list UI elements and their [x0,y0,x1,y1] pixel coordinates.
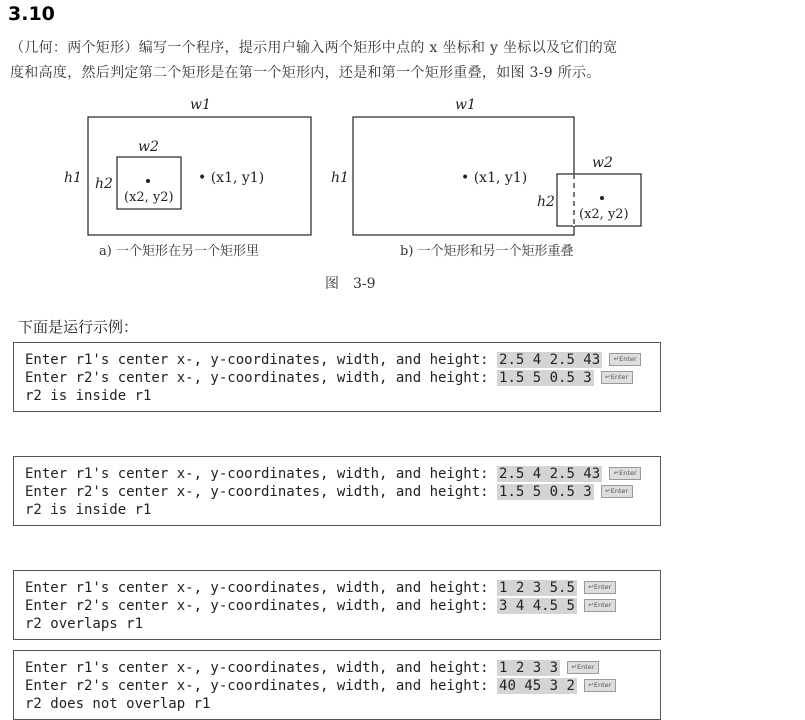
console-prompt: Enter r1's center x-, y-coordinates, width, and height: [25,580,498,596]
label-h2: h2 [537,194,555,210]
center-point-r2 [146,179,150,183]
label-h1: h1 [331,170,349,186]
subcaption-b: b) 一个矩形和另一个矩形重叠 [400,244,574,259]
problem-line-2: 度和高度，然后判定第二个矩形是在第一个矩形内，还是和第一个矩形重叠，如图 3-9 所示。 [10,65,601,81]
console-user-input: 1 2 3 3 [499,660,559,676]
label-w2: w2 [138,139,159,155]
console-prompt: Enter r1's center x-, y-coordinates, width, and height: [25,466,498,482]
enter-key-icon: ↵Enter [601,485,633,498]
console-prompt: r2 does not overlap r1 [25,696,211,712]
console-prompt: Enter r2's center x-, y-coordinates, width, and height: [25,370,498,386]
console-prompt: Enter r2's center x-, y-coordinates, width, and height: [25,678,498,694]
console-user-input: 1.5 5 0.5 3 [499,484,592,500]
subcaption-a: a) 一个矩形在另一个矩形里 [99,244,259,259]
exercise-number: 3.10 [8,3,55,25]
sample-run-console [13,342,661,412]
console-prompt: Enter r2's center x-, y-coordinates, width, and height: [25,484,498,500]
enter-key-icon: ↵Enter [609,467,641,480]
label-center-r2: (x2, y2) [579,207,629,222]
console-user-input: 1 2 3 5.5 [499,580,575,596]
console-prompt: r2 is inside r1 [25,388,152,404]
diagram-overlap [331,97,641,235]
console-line [25,369,660,387]
console-line [25,615,660,633]
label-center-r1: • (x1, y1) [198,170,265,186]
console-prompt: Enter r2's center x-, y-coordinates, width, and height: [25,598,498,614]
console-user-input: 1.5 5 0.5 3 [499,370,592,386]
console-line [25,501,660,519]
enter-key-icon: ↵Enter [567,661,599,674]
console-user-input: 40 45 3 2 [499,678,575,694]
console-line [25,659,660,677]
console-line [25,483,660,501]
enter-key-icon: ↵Enter [584,581,616,594]
console-user-input: 2.5 4 2.5 43 [499,352,601,368]
label-h2: h2 [95,176,113,192]
enter-key-icon: ↵Enter [584,679,616,692]
label-w1: w1 [455,97,476,113]
label-w1: w1 [190,97,211,113]
console-user-input: 2.5 4 2.5 43 [499,466,601,482]
enter-key-icon: ↵Enter [609,353,641,366]
enter-key-icon: ↵Enter [601,371,633,384]
console-line [25,597,660,615]
console-prompt: r2 overlaps r1 [25,616,144,632]
console-prompt: Enter r1's center x-, y-coordinates, width, and height: [25,660,498,676]
label-center-r1: • (x1, y1) [461,170,528,186]
console-line [25,677,660,695]
label-h1: h1 [64,170,82,186]
problem-statement [10,36,780,86]
figure-caption: 图 3-9 [325,276,376,292]
sample-run-console [13,456,661,526]
sample-run-console [13,650,661,720]
console-line [25,465,660,483]
console-line [25,579,660,597]
console-prompt: r2 is inside r1 [25,502,152,518]
console-line [25,695,660,713]
problem-line-1: （几何：两个矩形）编写一个程序，提示用户输入两个矩形中点的 x 坐标和 y 坐标以及它们的宽 [10,40,618,56]
sample-run-label: 下面是运行示例： [18,318,139,336]
label-w2: w2 [592,155,613,171]
label-center-r2: (x2, y2) [124,190,174,205]
diagram-inside [64,97,311,235]
enter-key-icon: ↵Enter [584,599,616,612]
console-line [25,387,660,405]
console-user-input: 3 4 4.5 5 [499,598,575,614]
console-line [25,351,660,369]
center-point-r2 [600,196,604,200]
sample-run-console [13,570,661,640]
console-prompt: Enter r1's center x-, y-coordinates, width, and height: [25,352,498,368]
